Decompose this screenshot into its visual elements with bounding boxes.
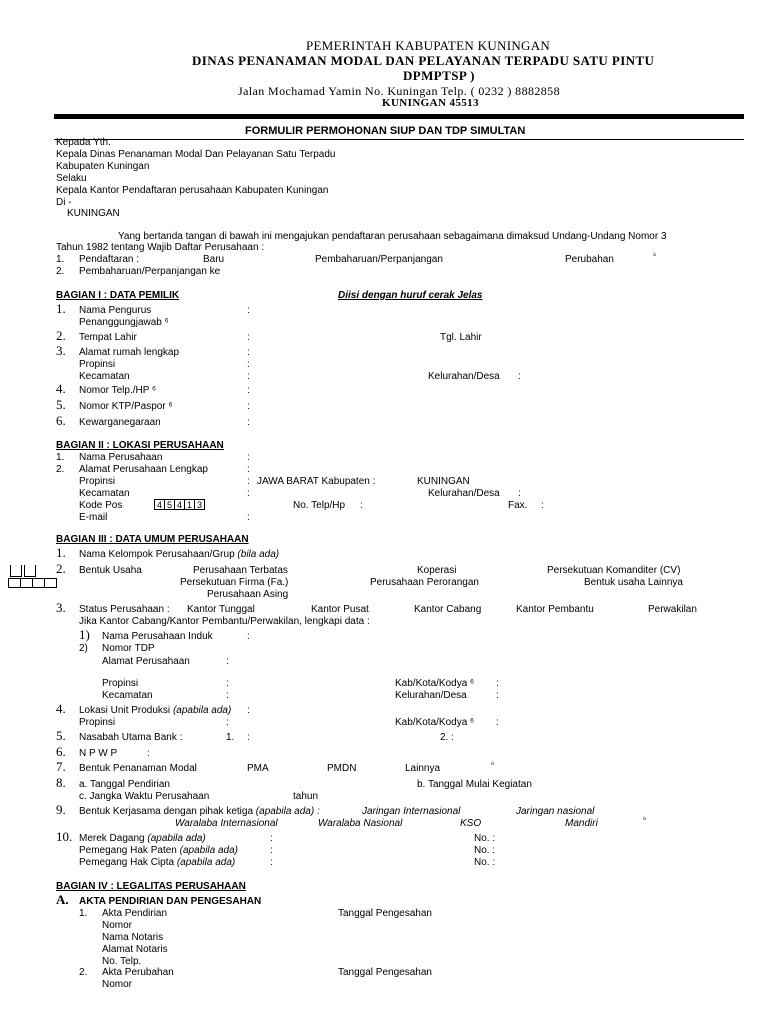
option-perubahan[interactable]: Perubahan: [565, 254, 614, 265]
field-colon: :: [226, 678, 229, 689]
no-label: No. :: [474, 845, 496, 856]
header-rule: [54, 114, 744, 119]
kecamatan-label: Kecamatan: [102, 690, 153, 701]
item-number: 2.: [56, 561, 66, 576]
field-colon: :: [496, 678, 499, 689]
nomor-label: Nomor: [102, 979, 133, 990]
item-number: 1.: [56, 301, 66, 316]
akta-perubahan-label: Akta Perubahan: [102, 967, 174, 978]
intro-paragraph-2: Tahun 1982 tentang Wajib Daftar Perusahaan :: [56, 242, 265, 253]
field-colon: :: [451, 732, 454, 743]
department-name: DINAS PENANAMAN MODAL DAN PELAYANAN TERPADU SATU PINTU: [192, 53, 655, 68]
status-label: Status Perusahaan :: [79, 604, 170, 615]
checkbox[interactable]: [10, 565, 22, 577]
nomor-telp-label: Nomor Telp./HP ⁶: [79, 385, 157, 396]
kelurahan-label: Kelurahan/Desa: [428, 488, 500, 499]
item-number: 4.: [56, 701, 66, 716]
fax-label: Fax.: [508, 500, 528, 511]
field-colon: :: [247, 371, 250, 382]
option-lainnya-pm[interactable]: Lainnya: [405, 763, 441, 774]
no-label: No. :: [474, 857, 496, 868]
address-line-5: Kepala Kantor Pendaftaran perusahaan Kabupaten Kuningan: [56, 185, 329, 196]
bentuk-usaha-label: Bentuk Usaha: [79, 565, 142, 576]
field-colon: :: [247, 305, 250, 316]
paten-label: [79, 845, 238, 857]
field-colon: :: [247, 401, 250, 412]
address-line-4: Selaku: [56, 173, 87, 184]
option-jaringan-internasional[interactable]: Jaringan Internasional: [362, 806, 461, 817]
field-colon: :: [247, 631, 250, 642]
field-colon: :: [247, 732, 250, 743]
item-number: 6.: [56, 744, 66, 759]
kewarganegaraan-label: Kewarganegaraan: [79, 417, 161, 428]
field-colon: :: [360, 500, 363, 511]
footnote-marker: ⁶: [653, 251, 657, 260]
field-colon: :: [247, 476, 250, 487]
item-number: 2.: [56, 328, 66, 343]
alamat-perusahaan-label: Alamat Perusahaan Lengkap: [79, 464, 208, 475]
address-line-1: Kepada Yth.: [56, 137, 111, 148]
option-koperasi[interactable]: Koperasi: [417, 565, 457, 576]
field-colon: :: [247, 417, 250, 428]
bila-ada-note: (bila ada): [237, 549, 280, 560]
kabupaten-value: KUNINGAN: [417, 476, 470, 487]
tgl-mulai-label: b. Tanggal Mulai Kegiatan: [417, 779, 532, 790]
kerjasama-label: [79, 806, 320, 818]
field-colon: :: [518, 488, 521, 499]
kerjasama-note: (apabila ada) :: [255, 806, 320, 817]
akta-pendirian-label: Akta Pendirian: [102, 908, 168, 919]
department-city: KUNINGAN 45513: [382, 97, 479, 109]
nomor-label: Nomor: [102, 920, 133, 931]
penanaman-modal-label: Bentuk Penanaman Modal: [79, 763, 197, 774]
item-number: 8.: [56, 775, 66, 790]
kelurahan-label: Kelurahan/Desa: [428, 371, 500, 382]
option-kso[interactable]: KSO: [460, 818, 482, 829]
sub-number: 1): [79, 627, 90, 642]
field-colon: :: [247, 512, 250, 523]
item-number: 1.: [56, 254, 65, 265]
no-label: No. :: [474, 833, 496, 844]
address-line-6: Di -: [56, 197, 72, 208]
field-colon: :: [247, 385, 250, 396]
paten-text: Pemegang Hak Paten: [79, 845, 177, 856]
option-waralaba-nasional[interactable]: Waralaba Nasional: [318, 818, 403, 829]
pendaftaran-label: Pendaftaran :: [79, 254, 140, 265]
kelurahan-label: Kelurahan/Desa: [395, 690, 467, 701]
kab-label: Kab/Kota/Kodya ⁶: [395, 678, 475, 689]
section-1-title: BAGIAN I : DATA PEMILIK: [56, 290, 180, 301]
tgl-pendirian-label: a. Tanggal Pendirian: [79, 779, 170, 790]
option-pmdn[interactable]: PMDN: [327, 763, 357, 774]
item-number: 9.: [56, 802, 66, 817]
address-line-2: Kepala Dinas Penanaman Modal Dan Pelayanan Satu Terpadu: [56, 149, 336, 160]
penanggungjawab-label: Penanggungjawab ⁶: [79, 317, 169, 328]
address-line-3: Kabupaten Kuningan: [56, 161, 150, 172]
item-number: 1.: [56, 452, 65, 463]
item-number: 1.: [79, 908, 88, 919]
npwp-label: N P W P: [79, 748, 118, 759]
pembaharuan-ke-label: Pembaharuan/Perpanjangan ke: [79, 266, 221, 277]
nama-perusahaan-label: Nama Perusahaan: [79, 452, 163, 463]
section-1-note: Diisi dengan huruf cerak Jelas: [338, 290, 483, 301]
option-mandiri[interactable]: Mandiri: [565, 818, 598, 829]
bank-1-number: 1.: [226, 732, 235, 743]
alamat-notaris-label: Alamat Notaris: [102, 944, 168, 955]
kelompok-label: [79, 549, 279, 561]
tahun-label: tahun: [293, 791, 319, 802]
option-asing[interactable]: Perusahaan Asing: [207, 589, 289, 600]
alamat-rumah-label: Alamat rumah lengkap: [79, 347, 180, 358]
item-number: 6.: [56, 413, 66, 428]
section-4-title: BAGIAN IV : LEGALITAS PERUSAHAAN: [56, 881, 246, 892]
option-pembantu[interactable]: Kantor Pembantu: [516, 604, 594, 615]
merek-label: [79, 833, 206, 845]
option-pma[interactable]: PMA: [247, 763, 269, 774]
option-pusat[interactable]: Kantor Pusat: [311, 604, 369, 615]
field-colon: :: [541, 500, 544, 511]
section-2-title: BAGIAN II : LOKASI PERUSAHAAN: [56, 440, 224, 451]
option-pembaharuan[interactable]: Pembaharuan/Perpanjangan: [315, 254, 443, 265]
field-colon: :: [270, 857, 273, 868]
field-colon: :: [247, 347, 250, 358]
apabila-ada-note: (apabila ada): [172, 705, 232, 716]
lokasi-unit-text: Lokasi Unit Produksi: [79, 705, 171, 716]
option-waralaba-internasional[interactable]: Waralaba Internasional: [175, 818, 278, 829]
field-colon: :: [518, 371, 521, 382]
apabila-ada-note: (apabila ada): [147, 833, 206, 844]
alamat-perusahaan-label: Alamat Perusahaan: [102, 656, 190, 667]
apabila-ada-note: (apabila ada): [179, 845, 238, 856]
option-baru[interactable]: Baru: [203, 254, 225, 265]
nama-pengurus-label: Nama Pengurus: [79, 305, 152, 316]
option-lainnya[interactable]: Bentuk usaha Lainnya: [584, 577, 683, 588]
item-number: 5.: [56, 728, 66, 743]
option-jaringan-nasional[interactable]: Jaringan nasional: [516, 806, 595, 817]
induk-label: Nama Perusahaan Induk: [102, 631, 213, 642]
footnote-marker: ⁶: [491, 760, 495, 769]
nasabah-label: Nasabah Utama Bank :: [79, 732, 183, 743]
tempat-lahir-label: Tempat Lahir: [79, 332, 137, 343]
propinsi-label: Propinsi: [79, 717, 116, 728]
kerjasama-text: Bentuk Kerjasama dengan pihak ketiga: [79, 806, 254, 817]
kecamatan-label: Kecamatan: [79, 488, 130, 499]
cipta-label: [79, 857, 235, 869]
bank-2-number: 2.: [440, 732, 449, 743]
field-colon: :: [226, 717, 229, 728]
field-colon: :: [270, 845, 273, 856]
option-perwakilan[interactable]: Perwakilan: [648, 604, 697, 615]
kode-pos-label: Kode Pos: [79, 500, 123, 511]
field-colon: :: [496, 690, 499, 701]
kode-pos-digit: 3: [194, 499, 205, 510]
item-number: 2.: [56, 464, 65, 475]
propinsi-label: Propinsi: [79, 476, 116, 487]
propinsi-value: JAWA BARAT Kabupaten :: [257, 476, 376, 487]
department-address: Jalan Mochamad Yamin No. Kuningan Telp. ( 0232 ) 8882858: [238, 84, 560, 98]
item-number: 4.: [56, 381, 66, 396]
kab-label: Kab/Kota/Kodya ⁶: [395, 717, 475, 728]
tgl-pengesahan-label: Tanggal Pengesahan: [338, 908, 432, 919]
item-number: 7.: [56, 759, 66, 774]
address-line-7: KUNINGAN: [67, 208, 120, 219]
field-colon: :: [247, 452, 250, 463]
lokasi-unit-label: [79, 705, 231, 717]
department-abbreviation: DPMPTSP ): [403, 68, 475, 83]
kode-pos-digit: 5: [164, 499, 175, 510]
nomor-ktp-label: Nomor KTP/Paspor ⁶: [79, 401, 173, 412]
option-tunggal[interactable]: Kantor Tunggal: [187, 604, 255, 615]
field-colon: :: [226, 690, 229, 701]
jangka-waktu-label: c. Jangka Waktu Perusahaan: [79, 791, 210, 802]
title-rule: [54, 139, 744, 140]
telp-label: No. Telp/Hp: [293, 500, 346, 511]
propinsi-label: Propinsi: [102, 678, 139, 689]
item-number: 2.: [56, 266, 65, 277]
kecamatan-label: Kecamatan: [79, 371, 130, 382]
field-colon: :: [226, 656, 229, 667]
kode-pos-boxes[interactable]: [155, 499, 205, 510]
kode-pos-digit: 4: [154, 499, 165, 510]
item-number: 5.: [56, 397, 66, 412]
field-colon: :: [147, 748, 150, 759]
agency-name: PEMERINTAH KABUPATEN KUNINGAN: [306, 38, 551, 53]
cipta-text: Pemegang Hak Cipta: [79, 857, 175, 868]
sub-section-letter: A.: [56, 892, 69, 907]
field-colon: :: [247, 488, 250, 499]
jika-cabang-note: Jika Kantor Cabang/Kantor Pembantu/Perwakilan, lengkapi data :: [79, 616, 370, 627]
item-number: 3.: [56, 600, 66, 615]
field-colon: :: [247, 359, 250, 370]
option-cabang[interactable]: Kantor Cabang: [414, 604, 482, 615]
option-perorangan[interactable]: Perusahaan Perorangan: [370, 577, 479, 588]
kelompok-text: Nama Kelompok Perusahaan/Grup: [79, 549, 235, 560]
nama-notaris-label: Nama Notaris: [102, 932, 164, 943]
field-colon: :: [247, 332, 250, 343]
option-pt[interactable]: Perusahaan Terbatas: [193, 565, 288, 576]
checkbox[interactable]: [24, 565, 36, 577]
kode-pos-digit: 4: [174, 499, 185, 510]
sub-number: 2): [79, 643, 88, 654]
item-number: 1.: [56, 545, 66, 560]
email-label: E-mail: [79, 512, 108, 523]
item-number: 3.: [56, 343, 66, 358]
merek-text: Merek Dagang: [79, 833, 145, 844]
apabila-ada-note: (apabila ada): [176, 857, 236, 868]
field-colon: :: [496, 717, 499, 728]
item-number: 10.: [56, 829, 73, 844]
nomor-tdp-label: Nomor TDP: [102, 643, 155, 654]
footnote-marker: ⁶: [643, 815, 647, 824]
checkbox[interactable]: [44, 578, 57, 588]
field-colon: :: [247, 705, 250, 716]
option-cv[interactable]: Persekutuan Komanditer (CV): [547, 565, 681, 576]
field-colon: :: [270, 833, 273, 844]
item-number: 2.: [79, 967, 88, 978]
section-3-title: BAGIAN III : DATA UMUM PERUSAHAAN: [56, 534, 249, 545]
form-title: FORMULIR PERMOHONAN SIUP DAN TDP SIMULTAN: [245, 125, 526, 137]
propinsi-label: Propinsi: [79, 359, 116, 370]
tgl-lahir-label: Tgl. Lahir: [440, 332, 482, 343]
intro-paragraph-1: Yang bertanda tangan di bawah ini mengajukan pendaftaran perusahaan sebagaimana dimaksud Undang-Undang Nomor 3: [118, 231, 667, 242]
field-colon: :: [247, 464, 250, 475]
tgl-pengesahan-label: Tanggal Pengesahan: [338, 967, 432, 978]
option-firma[interactable]: Persekutuan Firma (Fa.): [180, 577, 289, 588]
akta-heading: AKTA PENDIRIAN DAN PENGESAHAN: [79, 896, 262, 907]
no-telp-label: No. Telp.: [102, 956, 142, 967]
kode-pos-digit: 1: [184, 499, 195, 510]
